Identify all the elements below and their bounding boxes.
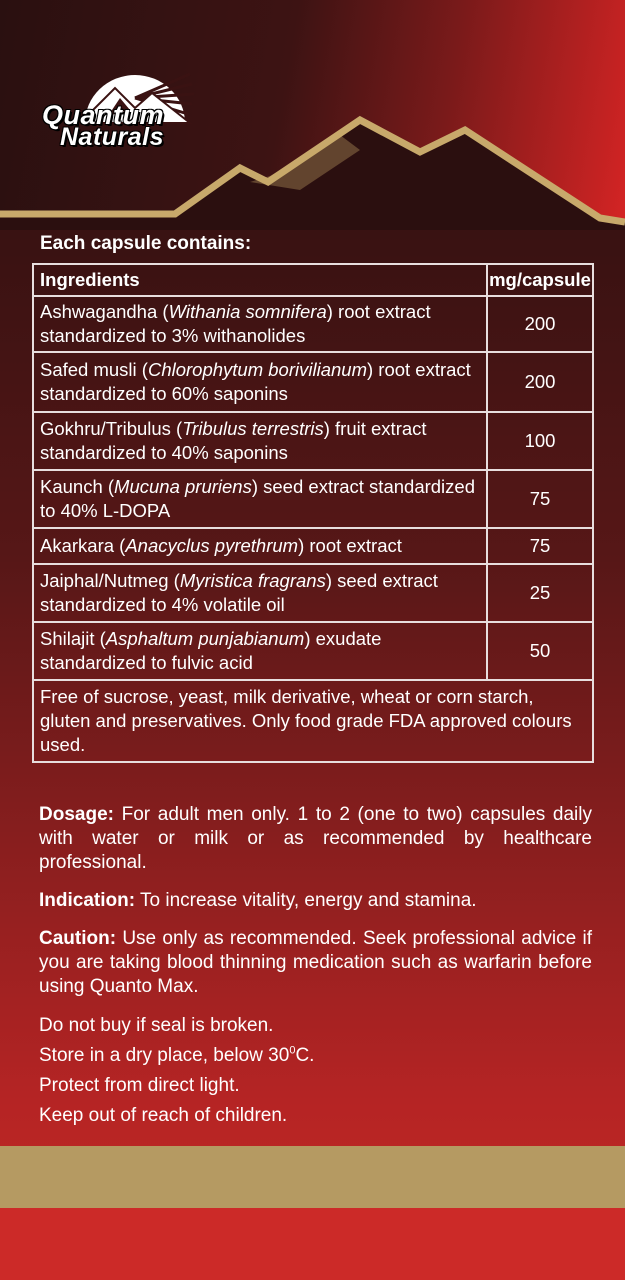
mg-cell: 200 xyxy=(487,296,593,352)
table-row xyxy=(33,564,593,622)
table-header-row xyxy=(33,264,593,296)
table-row xyxy=(33,528,593,564)
caution-paragraph xyxy=(39,927,592,999)
caution-text: Use only as recommended. Seek professional advice if you are taking blood thinning medication such as warfarin before using Quanto Max. xyxy=(39,928,592,997)
storage-note: Store in a dry place, below $30^0C$. xyxy=(39,1044,315,1066)
table-row xyxy=(33,412,593,470)
ingredient-cell: Shilajit (Asphaltum punjabianum) exudate standardized to fulvic acid xyxy=(33,622,487,680)
indication-text: To increase vitality, energy and stamina. xyxy=(135,890,477,911)
caution-label: Caution: xyxy=(39,928,117,949)
mg-cell: 75 xyxy=(487,470,593,528)
mg-cell: 100 xyxy=(487,412,593,470)
red-band xyxy=(0,1208,625,1280)
ingredient-cell: Kaunch (Mucuna pruriens) seed extract standardized to 40% L-DOPA xyxy=(33,470,487,528)
ingredient-cell: Safed musli (Chlorophytum borivilianum) root extract standardized to 60% saponins xyxy=(33,352,487,412)
seal-note: Do not buy if seal is broken. xyxy=(39,1015,274,1036)
ingredient-cell: Akarkara (Anacyclus pyrethrum) root extract xyxy=(33,528,487,564)
header-ingredients: Ingredients xyxy=(33,264,487,296)
dosage-paragraph xyxy=(39,803,592,875)
table-row xyxy=(33,470,593,528)
header-mg: mg/capsule xyxy=(487,264,593,296)
indication-label: Indication: xyxy=(39,890,136,911)
mg-cell: 200 xyxy=(487,352,593,412)
table-note-row xyxy=(33,680,593,762)
brand-line1: Quantum xyxy=(42,100,164,130)
table-row xyxy=(33,622,593,680)
dosage-label: Dosage: xyxy=(39,804,114,825)
indication-paragraph xyxy=(39,889,592,913)
free-of-note: Free of sucrose, yeast, milk derivative, wheat or corn starch, gluten and preservatives. Only food grade FDA approved colours used. xyxy=(33,680,593,762)
table-row xyxy=(33,296,593,352)
ingredient-cell: Jaiphal/Nutmeg (Myristica fragrans) seed extract standardized to 4% volatile oil xyxy=(33,564,487,622)
brand-line2: Naturals xyxy=(60,123,165,151)
table-row xyxy=(33,352,593,412)
light-note: Protect from direct light. xyxy=(39,1075,240,1096)
children-note: Keep out of reach of children. xyxy=(39,1105,288,1126)
capsule-heading: Each capsule contains: xyxy=(40,233,252,254)
dosage-text: For adult men only. 1 to 2 (one to two) capsules daily with water or milk or as recommended by healthcare professional. xyxy=(39,804,592,873)
ingredient-cell: Ashwagandha (Withania somnifera) root extract standardized to 3% withanolides xyxy=(33,296,487,352)
mg-cell: 25 xyxy=(487,564,593,622)
mg-cell: 75 xyxy=(487,528,593,564)
ingredients-table xyxy=(32,263,594,763)
gold-band xyxy=(0,1146,625,1208)
ingredient-cell: Gokhru/Tribulus (Tribulus terrestris) fruit extract standardized to 40% saponins xyxy=(33,412,487,470)
mg-cell: 50 xyxy=(487,622,593,680)
